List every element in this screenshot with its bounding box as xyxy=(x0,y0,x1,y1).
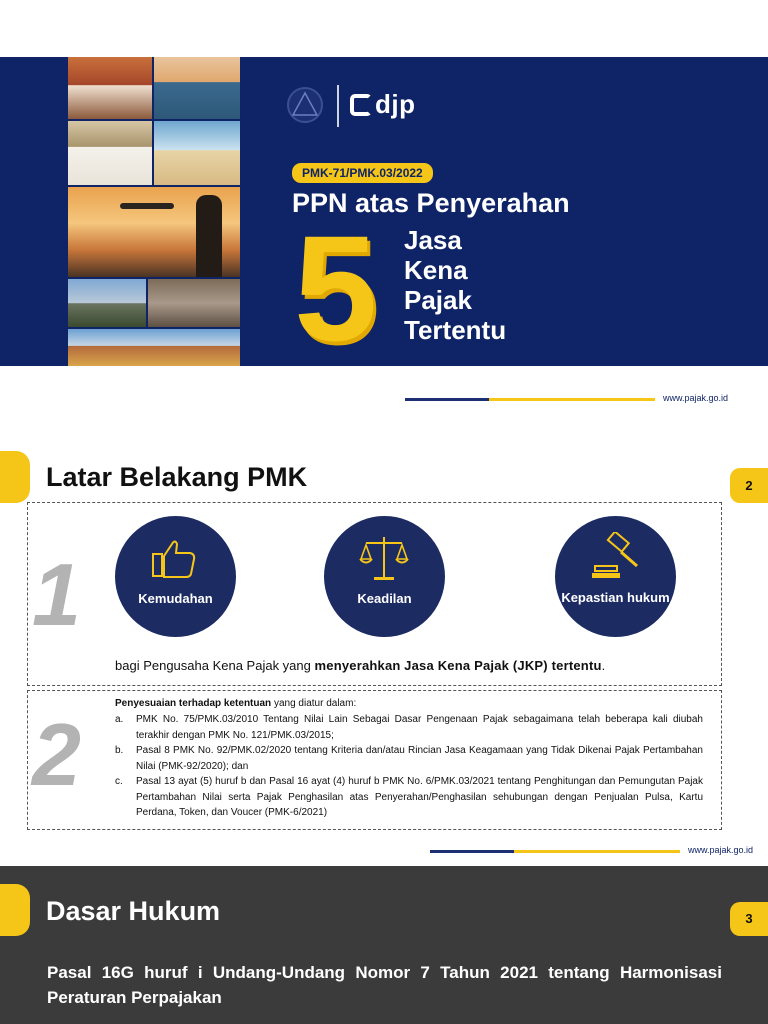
circle-label: Keadilan xyxy=(357,591,412,606)
djp-logo-text: djp xyxy=(375,89,416,119)
jasa-line-1: Jasa xyxy=(404,225,462,255)
section-tab xyxy=(0,884,30,936)
footer-line-yellow xyxy=(514,850,680,853)
footer-line-yellow xyxy=(489,398,655,401)
item-text: PMK No. 75/PMK.03/2010 Tentang Nilai Lain Sebagai Dasar Pengenaan Pajak sebagaimana telah beberapa kali diubah terakhir dengan PMK No. 121/PMK.03/2015; xyxy=(136,714,703,741)
photo-temple xyxy=(68,279,146,327)
slide-latar-belakang xyxy=(0,433,768,866)
pmk-badge: PMK-71/PMK.03/2022 xyxy=(292,163,433,183)
jasa-line-4: Tertentu xyxy=(404,315,507,345)
section-tab xyxy=(0,451,30,503)
intro-bold: Penyesuaian terhadap ketentuan xyxy=(115,698,272,709)
text-prefix: bagi Pengusaha Kena Pajak yang xyxy=(115,658,315,673)
section1-text xyxy=(115,658,605,673)
logo-divider xyxy=(337,85,339,127)
legal-basis-text: Pasal 16G huruf i Undang-Undang Nomor 7 Tahun 2021 tentang Harmonisasi Peraturan Perpajakan xyxy=(47,963,722,1007)
slide-cover xyxy=(0,0,768,416)
section-number-2: 2 xyxy=(32,705,81,804)
gavel-icon xyxy=(591,532,645,582)
page-number: 2 xyxy=(730,468,768,503)
jasa-line-2: Kena xyxy=(404,255,468,285)
slide-title: Latar Belakang PMK xyxy=(46,462,308,492)
item-letter: c. xyxy=(115,776,123,787)
photo-cargo-ship xyxy=(154,57,240,119)
photo-shopfront xyxy=(68,57,152,119)
slide-title: Dasar Hukum xyxy=(46,896,221,926)
kemenkeu-seal-icon xyxy=(287,87,323,123)
intro-rest: yang diatur dalam: xyxy=(271,698,357,709)
item-letter: a. xyxy=(115,714,124,725)
text-bold-1: menyerahkan xyxy=(314,658,401,673)
airplane-silhouette xyxy=(120,203,174,209)
photo-pilgrims xyxy=(68,121,152,185)
footer-url[interactable]: www.pajak.go.id xyxy=(688,845,754,855)
section2-intro xyxy=(115,698,356,709)
regulation-item-a xyxy=(115,712,703,743)
big-number-five: 5 xyxy=(294,204,378,366)
traveler-silhouette xyxy=(196,195,222,277)
item-letter: b. xyxy=(115,745,124,756)
cover-banner xyxy=(0,57,768,366)
hero-title: PPN atas Penyerahan xyxy=(292,188,570,218)
footer-line-blue xyxy=(430,850,514,853)
scale-icon xyxy=(358,533,410,583)
item-text: Pasal 8 PMK No. 92/PMK.02/2020 tentang Kriteria dan/atau Rincian Jasa Keagamaan yang Tidak Dikenai Pajak Pertambahan Nilai (PMK-92/2020); dan xyxy=(136,745,703,772)
photo-collage xyxy=(68,57,240,366)
item-text: Pasal 13 ayat (5) huruf b dan Pasal 16 ayat (4) huruf b PMK No. 6/PMK.03/2021 tentang Penghitungan dan Pemungutan Pajak Pertambahan Nilai serta Pajak Penghasilan atas Penyerahan/Penghasilan sehubungan dengan Penjualan Pulsa, Kartu Perdana, Token, dan Voucer (PMK-6/2021) xyxy=(136,776,703,818)
djp-logo xyxy=(350,89,416,120)
thumbs-up-icon xyxy=(150,536,200,582)
jasa-line-3: Pajak xyxy=(404,285,472,315)
footer-url[interactable]: www.pajak.go.id xyxy=(663,393,729,403)
photo-airport xyxy=(68,187,240,277)
section-number-1: 1 xyxy=(32,545,81,644)
circle-label: Kepastian hukum xyxy=(561,590,670,605)
circle-label: Kemudahan xyxy=(138,591,213,606)
djp-mark-icon xyxy=(350,94,372,116)
regulation-item-c xyxy=(115,774,703,821)
photo-skyline xyxy=(68,329,240,366)
footer-line-blue xyxy=(405,398,489,401)
regulation-item-b xyxy=(115,743,703,774)
circle-kepastian-hukum xyxy=(555,516,676,637)
photo-beach xyxy=(154,121,240,185)
photo-cave xyxy=(148,279,240,327)
text-bold-2: Jasa Kena Pajak (JKP) tertentu xyxy=(404,658,602,673)
circle-kemudahan xyxy=(115,516,236,637)
circle-keadilan xyxy=(324,516,445,637)
slide-dasar-hukum xyxy=(0,866,768,1024)
page-number: 3 xyxy=(730,902,768,936)
text-suffix: . xyxy=(601,658,606,673)
